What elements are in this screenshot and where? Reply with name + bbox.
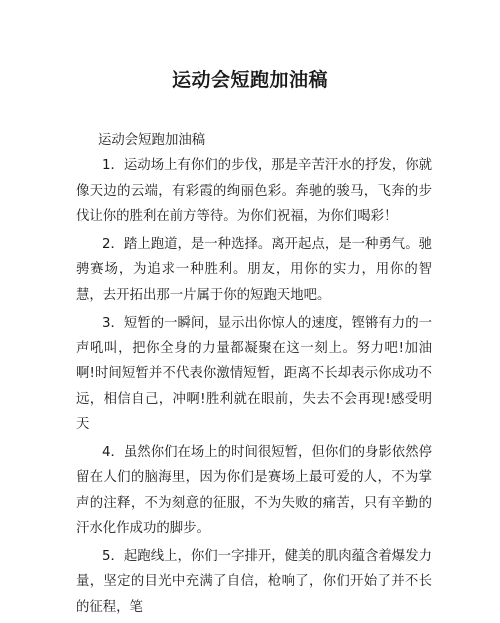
paragraph-3: 3．短暂的一瞬间，显示出你惊人的速度，铿锵有力的一声吼叫，把你全身的力量都凝聚在这一刻上。努力吧!加油啊!时间短暂并不代表你激情短暂，距离不长却表示你成功不远，相信自己，冲啊!胜利就在眼前，失去不会再现!感受明天 bbox=[76, 315, 432, 433]
paragraph-1: 1．运动场上有你们的步伐，那是辛苦汗水的抒发，你就像天边的云端，有彩霞的绚丽色彩。奔驰的骏马，飞奔的步伐让你的胜利在前方等待。为你们祝福，为你们喝彩！ bbox=[76, 158, 432, 225]
document-subtitle: 运动会短跑加油稿 bbox=[98, 133, 206, 148]
paragraph-2: 2．踏上跑道，是一种选择。离开起点，是一种勇气。驰骋赛场，为追求一种胜利。朋友，用你的实力，用你的智慧，去开拓出那一片属于你的短跑天地吧。 bbox=[76, 237, 432, 303]
document-body bbox=[76, 128, 432, 623]
paragraph-5: 5．起跑线上，你们一字排开，健美的肌肉蕴含着爆发力量，坚定的目光中充满了自信，枪响了，你们开始了并不长的征程，笔 bbox=[76, 549, 432, 615]
document-title: 运动会短跑加油稿 bbox=[171, 69, 328, 91]
paragraph-4: 4．虽然你们在场上的时间很短暂，但你们的身影依然停留在人们的脑海里，因为你们是赛场上最可爱的人，不为掌声的注释，不为刻意的征服，不为失败的痛苦，只有辛勤的汗水化作成功的脚步。 bbox=[76, 445, 432, 537]
